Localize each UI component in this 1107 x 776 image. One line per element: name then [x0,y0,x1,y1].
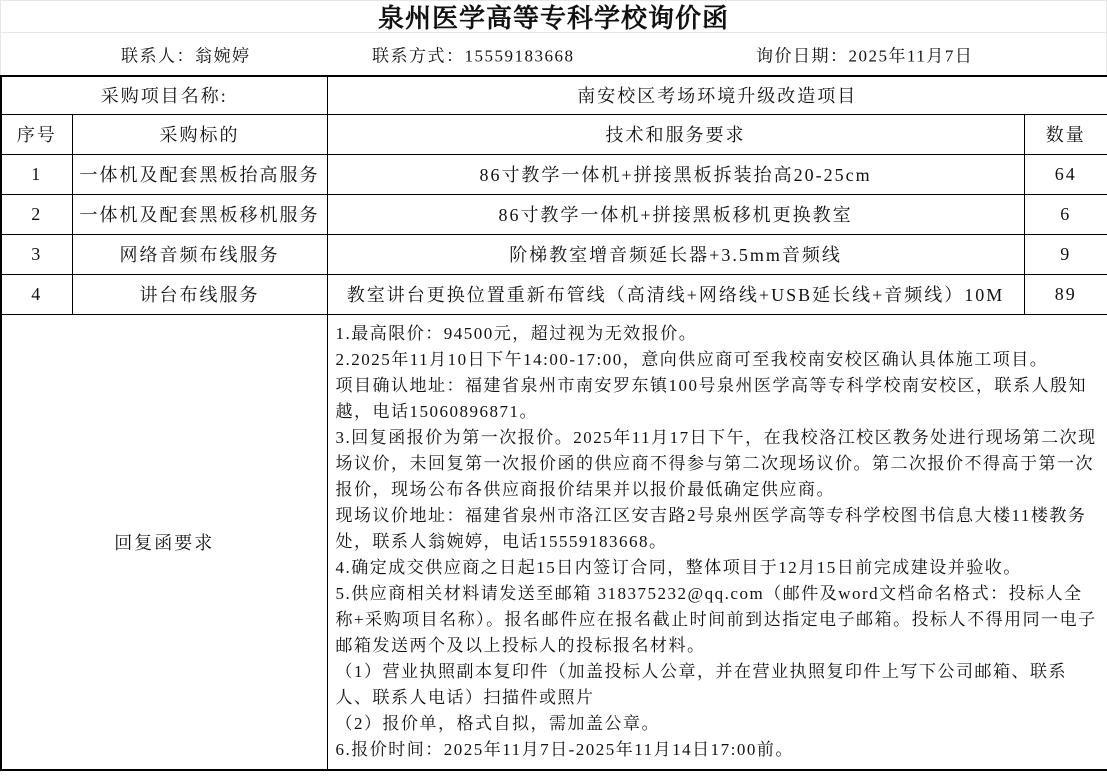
item-subject: 网络音频布线服务 [72,234,327,274]
project-name-value: 南安校区考场环境升级改造项目 [327,76,1107,114]
reply-requirements-row [1,314,1107,770]
requirement-paragraph: （2）报价单，格式自拟，需加盖公章。 [335,713,661,733]
item-qty: 9 [1024,234,1107,274]
project-name-row [1,76,1107,114]
item-qty: 64 [1024,154,1107,194]
item-requirement: 阶梯教室增音频延长器+3.5mm音频线 [327,234,1024,274]
requirement-paragraph: 6.报价时间：2025年11月7日-2025年11月14日17:00前。 [335,739,794,759]
item-requirement: 86寸教学一体机+拼接黑板移机更换教室 [327,194,1024,234]
item-subject: 讲台布线服务 [72,274,327,314]
column-header-requirement: 技术和服务要求 [327,114,1024,154]
table-row [1,154,1107,194]
requirement-paragraph: 2.2025年11月10日下午14:00-17:00，意向供应商可至我校南安校区确认具体施工项目。 [335,349,1049,369]
requirement-paragraph: 5.供应商相关材料请发送至邮箱 318375232@qq.com（邮件及word文档命名格式：投标人全称+采购项目名称）。报名邮件应在报名截止时间前到达指定电子邮箱。投标人不得用同一电子邮箱发送两个及以上投标人的投标报名材料。 [335,583,1097,655]
item-subject: 一体机及配套黑板移机服务 [72,194,327,234]
table-row [1,274,1107,314]
contact-phone: 联系方式：15559183668 [372,46,575,66]
item-subject: 一体机及配套黑板抬高服务 [72,154,327,194]
item-no: 3 [1,234,72,274]
item-no: 1 [1,154,72,194]
item-no: 4 [1,274,72,314]
requirement-paragraph: 项目确认地址：福建省泉州市南安罗东镇100号泉州医学高等专科学校南安校区，联系人殷知越，电话15060896871。 [335,375,1088,421]
requirement-paragraph: 4.确定成交供应商之日起15日内签订合同，整体项目于12月15日前完成建设并验收。 [335,557,1022,577]
reply-requirements-label: 回复函要求 [1,314,327,770]
table-row [1,194,1107,234]
table-header-row [1,114,1107,154]
requirement-paragraph: 1.最高限价：94500元，超过视为无效报价。 [335,323,698,343]
requirement-paragraph: 现场议价地址：福建省泉州市洛江区安吉路2号泉州医学高等专科学校图书信息大楼11楼教务处，联系人翁婉婷，电话15559183668。 [335,505,1087,551]
item-no: 2 [1,194,72,234]
column-header-qty: 数量 [1024,114,1107,154]
inquiry-date: 询价日期：2025年11月7日 [756,46,974,66]
item-requirement: 教室讲台更换位置重新布管线（高清线+网络线+USB延长线+音频线）10M [327,274,1024,314]
contact-person: 联系人：翁婉婷 [121,46,251,66]
project-name-label: 采购项目名称: [1,76,327,114]
item-qty: 6 [1024,194,1107,234]
table-row [1,234,1107,274]
column-header-subject: 采购标的 [72,114,327,154]
contact-row [0,33,1107,75]
page-title: 泉州医学高等专科学校询价函 [377,4,729,33]
item-qty: 89 [1024,274,1107,314]
procurement-table [0,75,1107,771]
item-requirement: 86寸教学一体机+拼接黑板拆装抬高20-25cm [327,154,1024,194]
reply-requirements-text [327,314,1107,770]
requirement-paragraph: 3.回复函报价为第一次报价。2025年11月17日下午，在我校洛江校区教务处进行现场第二次现场议价，未回复第一次报价函的供应商不得参与第二次现场议价。第二次报价不得高于第一次报价，现场公布各供应商报价结果并以报价最低确定供应商。 [335,427,1097,499]
title-row [0,0,1107,33]
column-header-no: 序号 [1,114,72,154]
requirement-paragraph: （1）营业执照副本复印件（加盖投标人公章，并在营业执照复印件上写下公司邮箱、联系人、联系人电话）扫描件或照片 [335,661,1068,707]
